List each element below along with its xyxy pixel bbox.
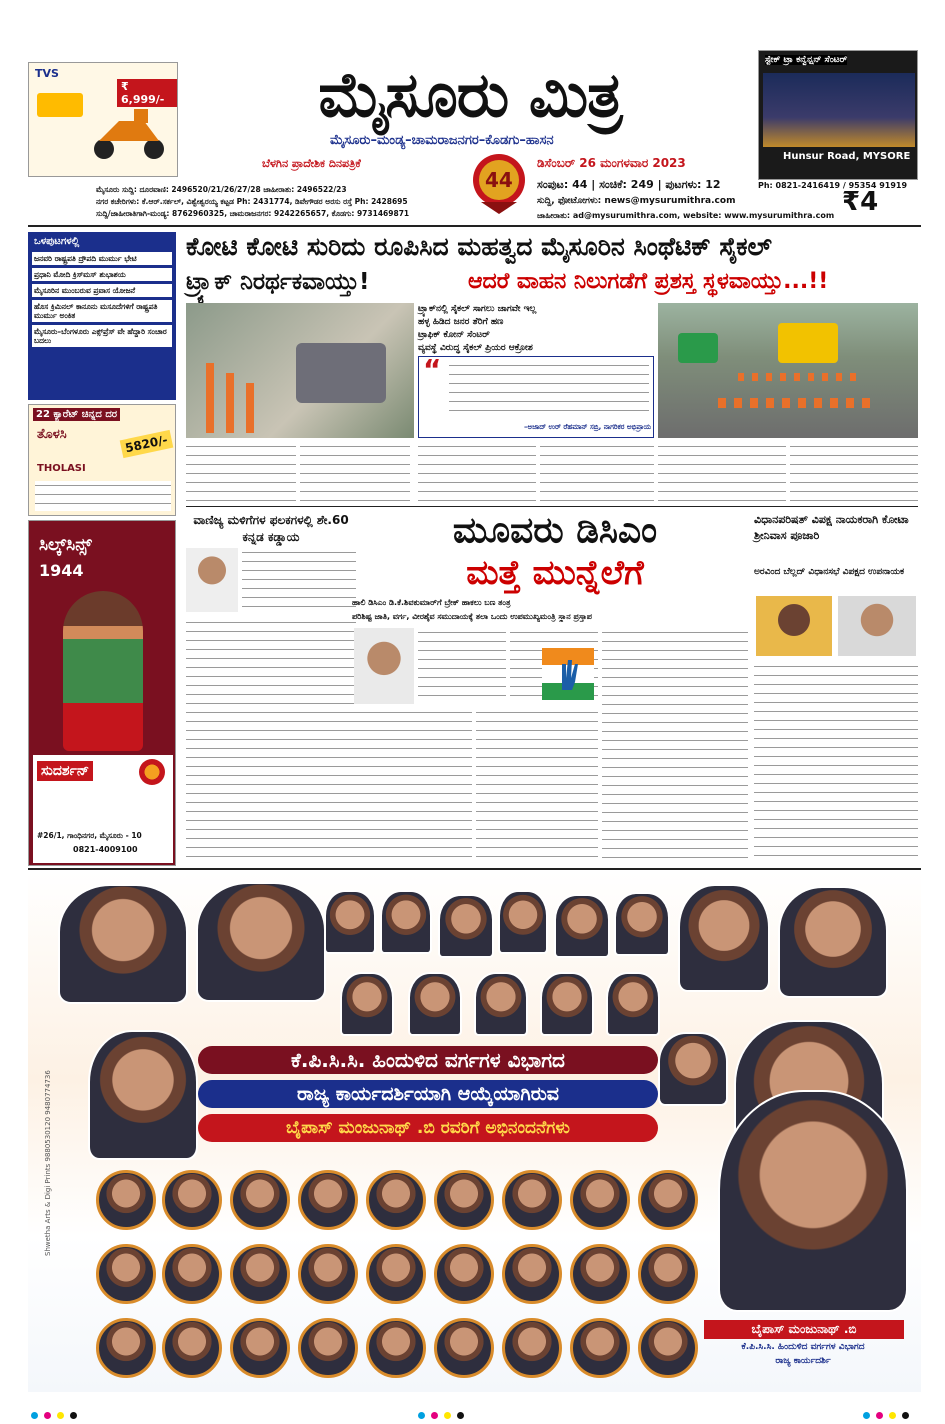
leader-small (380, 890, 432, 954)
saree-model-photo (63, 591, 143, 751)
leader-small (324, 890, 376, 954)
supporter-portrait (298, 1244, 358, 1304)
lead-body-col-3 (418, 442, 536, 502)
index-item[interactable] (32, 252, 172, 265)
bullet-item: ಟ್ರ್ಯಾಕ್‌ನಲ್ಲಿ ಸೈಕಲ್ ಸಾಗಲು ಜಾಗವೇ ಇಲ್ಲ (418, 304, 537, 314)
index-item[interactable] (32, 300, 172, 322)
supporter-portrait (230, 1244, 290, 1304)
supporter-portrait (162, 1170, 222, 1230)
right-story-photo-1 (756, 596, 832, 656)
ad-tvs-scooter[interactable] (28, 62, 178, 177)
color-registration-dots (860, 1404, 912, 1423)
silk-brand: ಸುದರ್ಶನ್ (37, 761, 93, 781)
quote-attribution: –ಅಜಾದ್ ಉರ್ ರೆಹಮಾನ್ ಸಬ್ರಿ, ನಾಗರಿಕರ ಅಭಿಪ್ರಾಯ (523, 423, 651, 431)
leader-portrait-3 (678, 884, 770, 992)
supporter-portrait (230, 1170, 290, 1230)
index-item[interactable] (32, 268, 172, 281)
right-story-headline: ವಿಧಾನಪರಿಷತ್ ವಿಪಕ್ಷ ನಾಯಕರಾಗಿ ಕೋಟಾ ಶ್ರೀನಿವಾಸ ಪೂಜಾರಿ (754, 513, 909, 542)
trophy-icon (467, 150, 531, 216)
supporter-portrait (570, 1170, 630, 1230)
issue-info: ಸಂಪುಟ: 44 | ಸಂಚಿಕೆ: 249 | ಪುಟಗಳು: 12 (537, 178, 721, 191)
leader-portrait-2 (196, 882, 326, 1002)
main-headline-2: ಮತ್ತೆ ಮುನ್ನೆಲೆಗೆ (466, 553, 644, 593)
leader-small (606, 972, 660, 1036)
index-item-text: ಜನವರಿ ರಾಷ್ಟ್ರಪತಿ ದ್ರೌಪದಿ ಮುರ್ಮು ಭೇಟಿ (34, 254, 137, 263)
index-item-text: ಪ್ರಧಾನಿ ಮೋದಿ ಕ್ರಿಸ್‌ಮಸ್ ಶುಭಾಶಯ (34, 270, 126, 279)
masthead-tagline: ಬೆಳಗಿನ ಪ್ರಾದೇಶಿಕ ದಿನಪತ್ರಿಕೆ (262, 157, 361, 170)
supporter-portrait (96, 1244, 156, 1304)
lead-photo-left (186, 303, 414, 438)
masthead-regions: ಮೈಸೂರು–ಮಂಡ್ಯ–ಚಾಮರಾಜನಗರ–ಕೊಡಗು–ಹಾಸನ (330, 133, 554, 148)
lead-bullets (418, 303, 650, 355)
section-rule (28, 868, 921, 870)
supporter-portrait (366, 1244, 426, 1304)
silk-year: 1944 (39, 561, 84, 580)
supporter-portrait (434, 1170, 494, 1230)
silk-address: #26/1, ಗಾಂಧಿನಗರ, ಮೈಸೂರು - 10 (37, 831, 142, 840)
gold-title: 22 ಕ್ಯಾರೆಟ್ ಚಿನ್ನದ ದರ (33, 408, 120, 421)
supporter-portrait (434, 1244, 494, 1304)
supporter-portrait (502, 1244, 562, 1304)
lead-quote-box (418, 353, 654, 438)
color-registration-dots (28, 1404, 80, 1423)
convention-caption: Hunsur Road, MYSORE (783, 151, 911, 162)
supporter-portrait (298, 1170, 358, 1230)
leader-small (554, 894, 610, 958)
banner-line-2: ರಾಜ್ಯ ಕಾರ್ಯದರ್ಶಿಯಾಗಿ ಆಯ್ಕೆಯಾಗಿರುವ (198, 1080, 658, 1108)
right-story-body (754, 662, 918, 864)
banner-line-3: ಬೈಪಾಸ್ ಮಂಜುನಾಥ್ .ಬಿ ರವರಿಗೆ ಅಭಿನಂದನೆಗಳು (198, 1114, 658, 1142)
supporter-portrait (638, 1244, 698, 1304)
left-story-headline: ವಾಣಿಜ್ಯ ಮಳಿಗೆಗಳ ಫಲಕಗಳಲ್ಲಿ ಶೇ.60 ಕನ್ನಡ ಕಡ್ಡಾಯ (193, 513, 349, 544)
hand-logo-icon (542, 648, 594, 700)
index-heading: ಒಳಪುಟಗಳಲ್ಲಿ (34, 236, 80, 247)
leader-small (498, 890, 548, 954)
price: ₹4 (842, 187, 879, 217)
main-body-d (354, 708, 472, 864)
leader-small (408, 972, 462, 1036)
lead-headline-2b: ಆದರೆ ವಾಹನ ನಿಲುಗಡೆಗೆ ಪ್ರಶಸ್ತ ಸ್ಥಳವಾಯ್ತು...!! (468, 269, 829, 294)
leader-portrait-4 (778, 886, 888, 998)
supporter-portrait (366, 1318, 426, 1378)
honoree-main-portrait (718, 1090, 908, 1312)
supporter-portrait (298, 1318, 358, 1378)
main-headline-1: ಮೂವರು ಡಿಸಿಎಂ (452, 510, 658, 551)
supporter-portrait (366, 1170, 426, 1230)
supporters-grid (88, 1088, 708, 1388)
color-registration-dots (415, 1404, 467, 1423)
supporter-portrait (570, 1244, 630, 1304)
silk-phone[interactable]: 0821-4009100 (73, 845, 138, 854)
sun-icon (139, 759, 165, 785)
left-story-body-b (186, 618, 356, 864)
lead-body-col-6 (790, 442, 918, 502)
page-title: ಮೈಸೂರು ಮಿತ್ರ (318, 58, 622, 131)
right-story-photo-2 (838, 596, 916, 656)
bullet-item: ವ್ಯವಸ್ಥೆ ವಿರುದ್ಧ ಸೈಕಲ್ ಪ್ರಿಯರ ಆಕ್ರೋಶ (418, 343, 533, 353)
leader-small (474, 972, 528, 1036)
honoree-name: ಬೈಪಾಸ್ ಮಂಜುನಾಥ್ .ಬಿ (704, 1320, 904, 1339)
left-story-body-a (242, 548, 356, 614)
index-item-text: ಹೊಸ ಕ್ರಿಮಿನಲ್ ಕಾನೂನು ಮಸೂದೆಗಳಿಗೆ ರಾಷ್ಟ್ರಪತಿ ಮುರ್ಮು ಅಂಕಿತ (34, 302, 158, 320)
bullet-item: ಹಳ್ಳ ಹಿಡಿದ ಜನರ ತೆರಿಗೆ ಹಣ (418, 317, 504, 327)
honoree-role-1: ಕೆ.ಪಿ.ಸಿ.ಸಿ. ಹಿಂದುಳಿದ ವರ್ಗಗಳ ವಿಭಾಗದ (741, 1342, 865, 1352)
congratulations-banner (28, 872, 921, 1392)
anniversary-number: 44 (485, 168, 513, 192)
silk-brand-box (33, 755, 173, 863)
convention-title: ಸ್ಟೇಕ್ ಟ್ರಾ ಕನ್ವೆನ್ಷನ್ ಸೆಂಟರ್ (765, 55, 848, 65)
ad-gold-rate[interactable] (28, 404, 176, 516)
leader-portrait-1 (58, 884, 188, 1004)
ad-price: ₹ 6,999/- (117, 79, 177, 107)
index-item[interactable] (32, 284, 172, 297)
lead-body-col-1 (186, 442, 296, 502)
supporter-portrait (502, 1170, 562, 1230)
gold-price: 5820/- (120, 430, 173, 458)
ad-convention-centre[interactable] (758, 50, 918, 180)
lead-body-col-2 (300, 442, 410, 502)
dcm-portrait (354, 628, 414, 704)
lead-body-col-4 (540, 442, 654, 502)
main-kicker-2: ಪರಿಶಿಷ್ಟ ಜಾತಿ, ವರ್ಗ, ವೀರಶೈವ ಸಮುದಾಯಕ್ಕೆ ತಲಾ ಒಂದು ಉಪಮುಖ್ಯಮಂತ್ರಿ ಸ್ಥಾನ ಪ್ರಸ್ತಾಪ (352, 612, 592, 621)
lead-headline-2a: ಟ್ರ್ಯಾಕ್ ನಿರರ್ಥಕವಾಯ್ತು! (186, 269, 370, 295)
masthead-rule (28, 225, 921, 227)
index-item-text: ಮೈಸೂರು–ಬೆಂಗಳೂರು ಎಕ್ಸ್‌ಪ್ರೆಸ್ ವೇ ಹೆದ್ದಾರಿ ಸಂಚಾರ ಬದಲು (34, 327, 167, 345)
supporter-portrait (230, 1318, 290, 1378)
gold-address (35, 481, 171, 511)
gold-brand-en: THOLASI (37, 463, 86, 474)
email-news[interactable]: ಸುದ್ದಿ, ಫೋಟೋಗಳು: news@mysurumithra.com (537, 196, 736, 206)
gold-brand: ತೊಳಸಿ (37, 427, 67, 442)
right-story-sub: ಅರವಿಂದ ಬೆಲ್ಲದ್ ವಿಧಾನಸಭೆ ವಿಪಕ್ಷದ ಉಪನಾಯಕ (754, 567, 905, 577)
left-story-photo (186, 548, 238, 612)
supporter-portrait (162, 1318, 222, 1378)
phones-line-3: ಸುದ್ದಿ/ಜಾಹೀರಾತಿಗಾಗಿ-ಮಂಡ್ಯ: 8762960325, ಚಾಮರಾಜನಗರ: 9242265657, ಕೊಡಗು: 9731469871 (96, 209, 410, 218)
main-body-a (418, 628, 506, 704)
main-body-e (476, 708, 598, 864)
supporter-portrait (434, 1318, 494, 1378)
supporter-portrait (162, 1244, 222, 1304)
phones-line-1: ಮೈಸೂರು ಸುದ್ದಿ: ದೂರವಾಣಿ: 2496520/21/26/27/28 ಜಾಹೀರಾತು: 2496522/23 (96, 185, 347, 194)
printer-credit: Shwetha Arts & Digi Prints 9880530120 9480774736 (44, 1070, 52, 1256)
convention-photo (763, 73, 915, 147)
ad-silk-sarees[interactable] (28, 520, 176, 866)
lead-photo-right (658, 303, 918, 438)
supporter-portrait (96, 1170, 156, 1230)
index-item[interactable] (32, 325, 172, 347)
bullet-item: ಟ್ರಾಫಿಕ್ ಕೋನ್ ಸೆಂಟರ್ (418, 330, 490, 340)
quote-text (449, 361, 649, 419)
ad-model-badge (37, 93, 83, 117)
leader-small (438, 894, 494, 958)
lead-body-col-5 (658, 442, 786, 502)
leader-small (614, 892, 670, 956)
main-kicker-1: ಹಾಲಿ ಡಿಸಿಎಂ ಡಿ.ಕೆ.ಶಿವಕುಮಾರ್‌ಗೆ ಬ್ರೇಕ್ ಹಾಕಲು ಬಣ ತಂತ್ರ (352, 598, 511, 607)
index-box (28, 232, 176, 400)
supporter-portrait (502, 1318, 562, 1378)
phones-line-2: ನಗರ ಕಚೇರಿಗಳು: ಕೆ.ಆರ್.ಸರ್ಕಲ್, ವಿಶ್ವೇಶ್ವರಯ್ಯ ಕಟ್ಟಡ Ph: 2431774, ಡಿವೇಗೌಡರ ಅರಸು ರಸ್ತೆ Ph: 2428695 (96, 197, 408, 206)
supporter-portrait (570, 1318, 630, 1378)
banner-line-1: ಕೆ.ಪಿ.ಸಿ.ಸಿ. ಹಿಂದುಳಿದ ವರ್ಗಗಳ ವಿಭಾಗದ (198, 1046, 658, 1074)
scooter-icon (89, 101, 169, 161)
lead-rule (186, 506, 918, 507)
leader-small (540, 972, 594, 1036)
email-ad[interactable]: ಜಾಹೀರಾತು: ad@mysurumithra.com, website: www.mysurumithra.com (537, 211, 835, 220)
main-body-c (602, 628, 748, 864)
leader-small (340, 972, 394, 1036)
supporter-portrait (96, 1318, 156, 1378)
ad-brand: TVS (35, 67, 59, 80)
index-item-text: ಮೈಸೂರಿನ ಮುಂಬರುವ ಪ್ರವಾಸ ಯೋಜನೆ (34, 286, 136, 295)
lead-headline-1: ಕೋಟಿ ಕೋಟಿ ಸುರಿದು ರೂಪಿಸಿದ ಮಹತ್ವದ ಮೈಸೂರಿನ ಸಿಂಥೆಟಿಕ್ ಸೈಕಲ್ (186, 232, 772, 261)
quote-icon: “ (423, 353, 442, 386)
supporter-portrait (638, 1170, 698, 1230)
silk-title: ಸಿಲ್ಕ್‌ಸಿನ್ಸ್ (39, 535, 92, 555)
convention-phone[interactable]: Ph: 0821-2416419 / 95354 91919 (758, 181, 908, 190)
honoree-role-2: ರಾಜ್ಯ ಕಾರ್ಯದರ್ಶಿ (775, 1356, 831, 1366)
masthead-date: ಡಿಸೆಂಬರ್ 26 ಮಂಗಳವಾರ 2023 (537, 156, 686, 170)
supporter-portrait (638, 1318, 698, 1378)
